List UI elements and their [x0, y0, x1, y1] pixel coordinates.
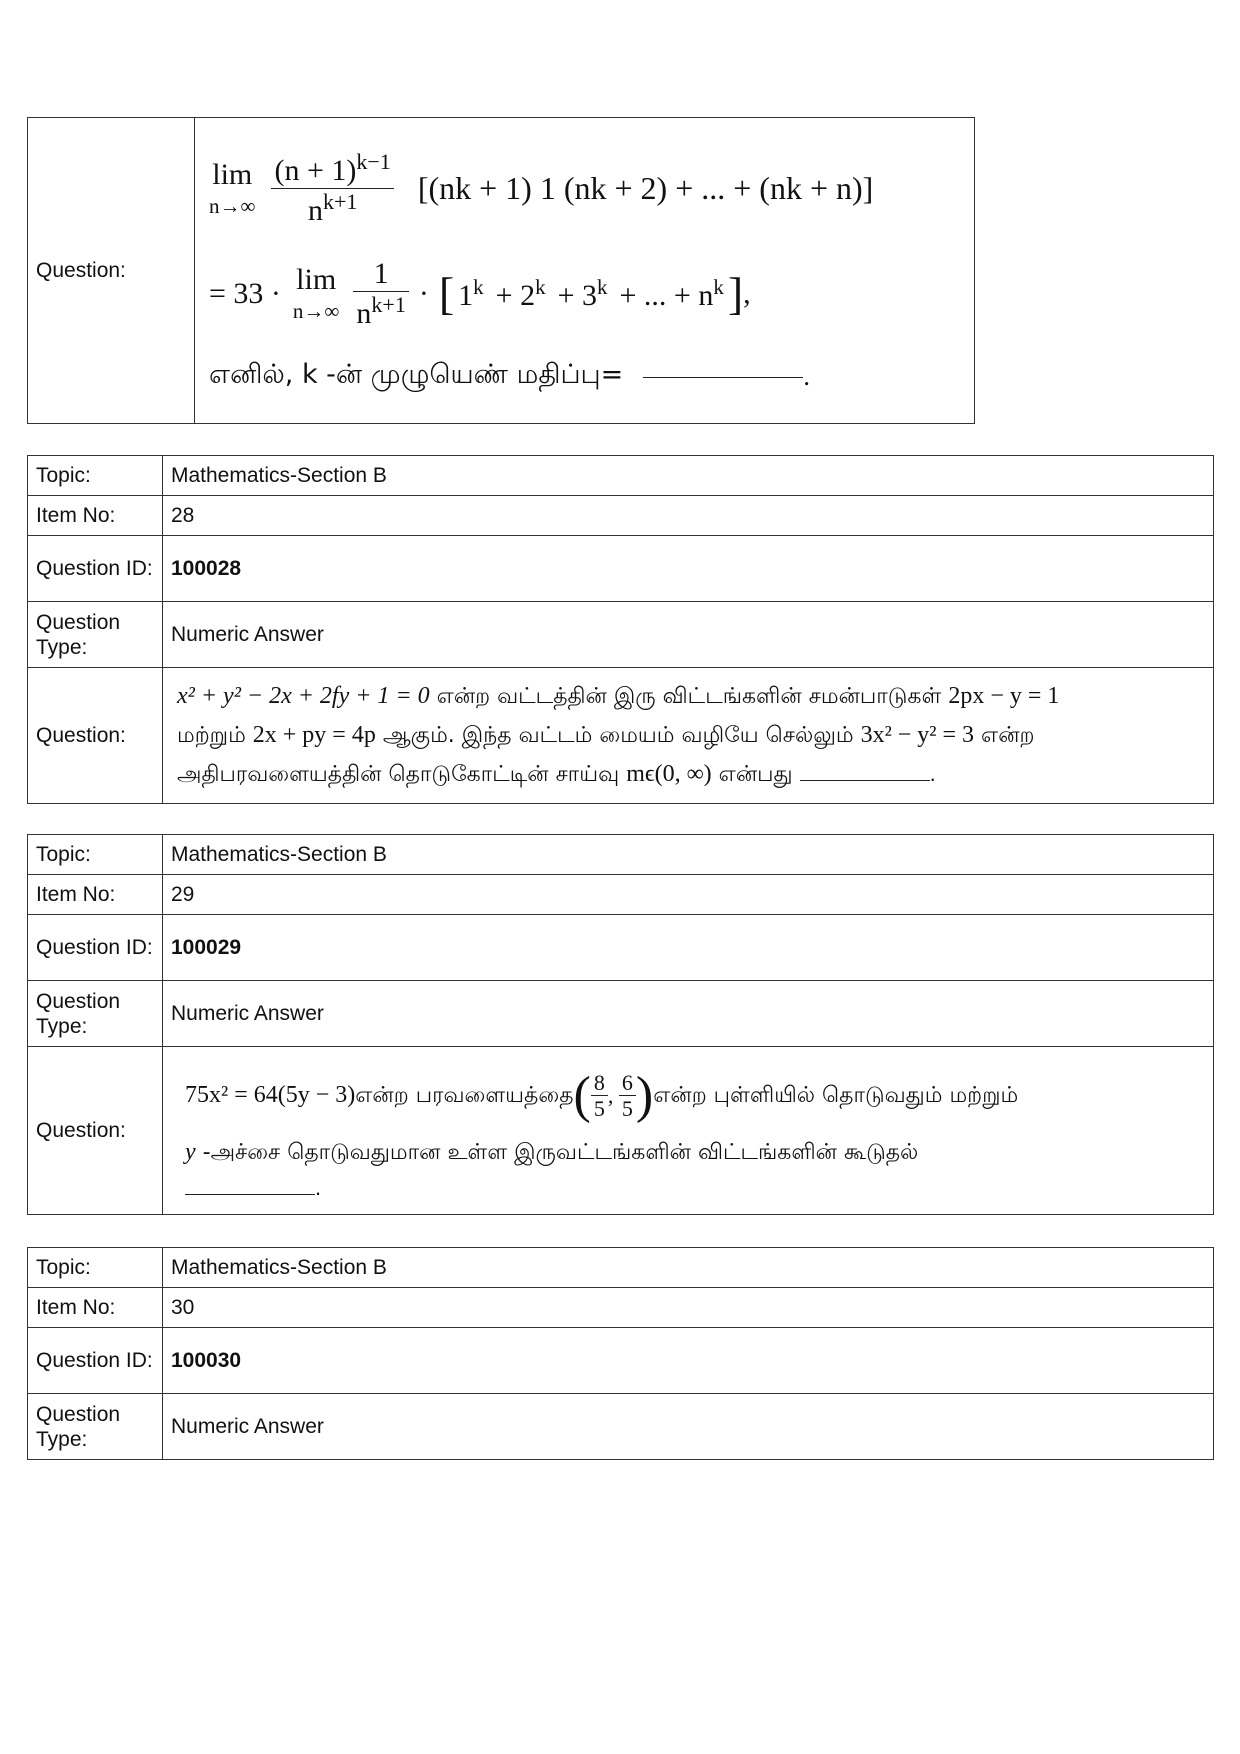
question-label: Question:: [28, 118, 195, 424]
question-27-content: [195, 118, 975, 424]
question-type-label: Question Type:: [28, 1394, 163, 1460]
question-id-label: Question ID:: [28, 536, 163, 602]
question-label: Question:: [28, 668, 163, 804]
question-id-label: Question ID:: [28, 915, 163, 981]
item-no-value: 30: [163, 1288, 1214, 1328]
question-id-value: 100029: [163, 915, 1214, 981]
topic-label: Topic:: [28, 1248, 163, 1288]
question-type-label: Question Type:: [28, 602, 163, 668]
question-block-29: [27, 834, 1214, 1215]
item-no-value: 28: [163, 496, 1214, 536]
topic-value: Mathematics-Section B: [163, 456, 1214, 496]
topic-value: Mathematics-Section B: [163, 1248, 1214, 1288]
question-id-value: 100030: [163, 1328, 1214, 1394]
answer-blank: [643, 376, 803, 378]
fraction-8-5: $\frac{8}{5}$: [591, 1070, 608, 1121]
question-type-value: Numeric Answer: [163, 602, 1214, 668]
question-label: Question:: [28, 1047, 163, 1215]
question-id-label: Question ID:: [28, 1328, 163, 1394]
fraction-1: $\frac{(n + 1)^{k-1}}{n^{k+1}}$: [271, 149, 393, 228]
question-block-28: [27, 455, 1214, 804]
limit-operator-2: lim n→∞: [292, 263, 340, 323]
question-text: 75x² = 64(5y − 3) என்ற பரவளையத்தை ( $\frac{8}{5}$ , $\frac{6}{5}$ ) என்ற புள்ளியில் தொடுவதும் மற்றும் y -அச்சை தொடுவதுமான உள்ள இருவட்டங்களின் விட்டங்களின் கூடுதல் .: [163, 1047, 1214, 1215]
question-type-label: Question Type:: [28, 981, 163, 1047]
fraction-2: $\frac{1}{n^{k+1}}$: [353, 257, 408, 331]
topic-value: Mathematics-Section B: [163, 835, 1214, 875]
answer-blank: [800, 779, 930, 781]
topic-label: Topic:: [28, 456, 163, 496]
equation-line-2: = 33 · lim n→∞ $\frac{1}{n^{k+1}}$ · [ 1$^k$ + $2^k$ + $3^k$ + ... + $n^k$ ] ,: [209, 256, 751, 330]
item-no-label: Item No:: [28, 1288, 163, 1328]
limit-operator: lim n→∞: [209, 158, 256, 218]
answer-blank: [185, 1193, 315, 1195]
bracket-expression: [(nk + 1) 1 (nk + 2) + ... + (nk + n)]: [417, 170, 874, 206]
sum-terms: 1$^k$ + $2^k$ + $3^k$ + ... + $n^k$: [458, 274, 724, 312]
question-text: x² + y² − 2x + 2fy + 1 = 0 என்ற வட்டத்தின் இரு விட்டங்களின் சமன்பாடுகள் 2px − y = 1 மற்றும் 2x + py = 4p ஆகும். இந்த வட்டம் மையம் வழியே செல்லும் 3x² − y² = 3 என்ற அதிபரவளையத்தின் தொடுகோட்டின் சாய்வு mϵ(0, ∞) என்பது .: [163, 668, 1214, 804]
fraction-6-5: $\frac{6}{5}$: [619, 1070, 636, 1121]
question-type-value: Numeric Answer: [163, 1394, 1214, 1460]
question-block-30: [27, 1247, 1214, 1460]
question-id-value: 100028: [163, 536, 1214, 602]
equation-line-1: [209, 139, 964, 239]
topic-label: Topic:: [28, 835, 163, 875]
question-type-value: Numeric Answer: [163, 981, 1214, 1047]
item-no-label: Item No:: [28, 496, 163, 536]
item-no-value: 29: [163, 875, 1214, 915]
item-no-label: Item No:: [28, 875, 163, 915]
equation-line-3: எனில், k -ன் முழுயெண் மதிப்பு= .: [209, 359, 811, 391]
question-27-block: [27, 117, 975, 424]
